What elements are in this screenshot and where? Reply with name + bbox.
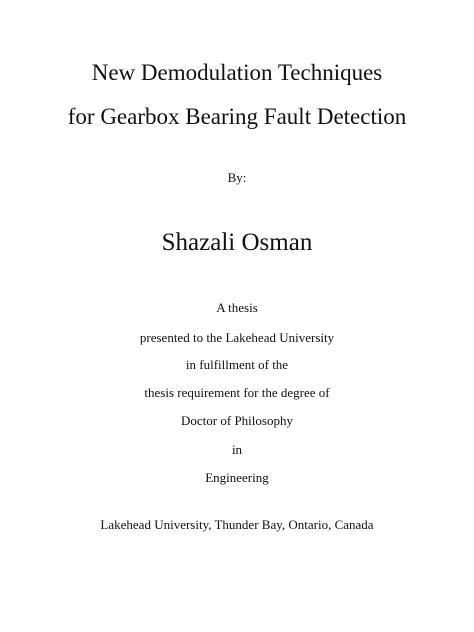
thesis-title-line-2: for Gearbox Bearing Fault Detection [67, 104, 407, 129]
thesis-statement-line-3: in fulfillment of the [185, 357, 289, 372]
thesis-title-line-1: New Demodulation Techniques [91, 60, 383, 85]
author-name: Shazali Osman [161, 229, 313, 256]
thesis-statement-line-1: A thesis [216, 300, 258, 315]
university-affiliation: Lakehead University, Thunder Bay, Ontario, Canada [100, 517, 374, 532]
thesis-statement-line-4: thesis requirement for the degree of [144, 385, 330, 400]
thesis-statement-line-6: in [231, 442, 243, 457]
field-name: Engineering [205, 470, 269, 485]
degree-name: Doctor of Philosophy [181, 413, 293, 428]
by-label: By: [227, 170, 247, 185]
thesis-statement-line-2: presented to the Lakehead University [139, 330, 335, 345]
